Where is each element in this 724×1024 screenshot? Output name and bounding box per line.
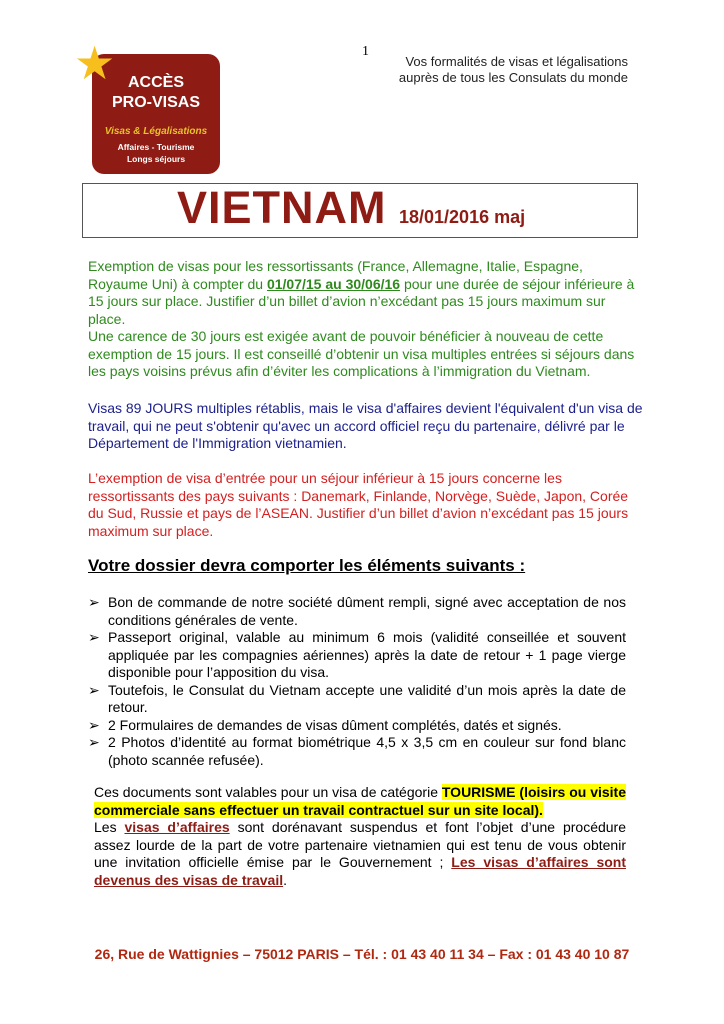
logo-line-3: Visas & Légalisations xyxy=(104,126,208,137)
exemption-paragraph-1 xyxy=(88,258,644,328)
exemption-others-paragraph: L’exemption de visa d’entrée pour un séjour inférieur à 15 jours concerne les ressortissants des pays suivants : Danemark, Finlande, Norvège, Suède, Japon, Corée du Sud, Russie et pays de l’ASEAN. Justifier d’un billet d’avion n’excédant pas 15 jours maximum sur place. xyxy=(88,470,629,539)
exemption-paragraph-2: Une carence de 30 jours est exigée avant de pouvoir bénéficier à nouveau de cette exemption de 15 jours. Il est conseillé d’obtenir un visa multiples entrées si séjours dans les pays voisins prévus afin d’éviter les complications à l’immigration du Vietnam. xyxy=(88,328,635,379)
arrow-bullet-icon: ➢ xyxy=(88,716,100,733)
business-visa-link[interactable]: visas d’affaires xyxy=(124,819,230,835)
visas-89-paragraph: Visas 89 JOURS multiples rétablis, mais le visa d'affaires devient l'équivalent d'un visa de travail, qui ne peut s'obtenir qu'avec un accord officiel reçu du partenaire, délivré par le Département de l'Immigration vietnamien. xyxy=(88,400,643,451)
arrow-bullet-icon: ➢ xyxy=(88,681,100,698)
list-item xyxy=(88,717,626,735)
logo-line-4: Affaires - Tourisme xyxy=(117,142,195,152)
list-item xyxy=(88,734,626,769)
arrow-bullet-icon: ➢ xyxy=(88,594,100,610)
documents-paragraph-2 xyxy=(94,819,626,889)
logo-line-2: PRO-VISAS xyxy=(111,94,200,111)
exemption-text-b: pour une durée de séjour inférieure à 15 jours sur place. Justifier d’un billet d’avion n’excédant pas 15 jours maximum sur place. xyxy=(88,275,635,327)
logo-line-5: Longs séjours xyxy=(126,154,186,164)
dossier-list xyxy=(88,594,626,769)
documents-text-a: Ces documents sont valables pour un visa de catégorie xyxy=(94,784,442,800)
list-item-text: Toutefois, le Consulat du Vietnam accepte une validité d’un mois après la date de retour. xyxy=(108,681,626,715)
page-number: 1 xyxy=(362,44,369,59)
documents-text-b: Les xyxy=(94,819,125,835)
footer-contact: 26, Rue de Wattignies – 75012 PARIS – Tél. : 01 43 40 11 34 – Fax : 01 43 40 10 87 xyxy=(94,946,630,962)
documents-text-end: . xyxy=(283,871,287,888)
update-date: 18/01/2016 maj xyxy=(399,207,526,227)
tourism-highlight: TOURISME (loisirs ou visite commerciale sans effectuer un travail contractuel sur un site local). xyxy=(94,784,626,818)
documents-paragraph-1 xyxy=(94,784,626,819)
exemption-section xyxy=(88,258,644,381)
list-item-text: 2 Formulaires de demandes de visas dûment complétés, datés et signés. xyxy=(108,716,562,733)
list-item-text: 2 Photos d’identité au format biométrique 4,5 x 3,5 cm en couleur sur fond blanc (photo scannée refusée). xyxy=(108,734,626,768)
arrow-bullet-icon: ➢ xyxy=(88,734,100,750)
exemption-dates: 01/07/15 au 30/06/16 xyxy=(266,275,401,292)
company-logo xyxy=(74,37,220,174)
work-visa-link[interactable]: Les visas d’affaires sont devenus des visas de travail xyxy=(94,854,626,888)
tagline-line-1: Vos formalités de visas et légalisations xyxy=(405,54,628,69)
list-item xyxy=(88,594,626,629)
list-item xyxy=(88,629,626,682)
arrow-bullet-icon: ➢ xyxy=(88,629,100,645)
list-item-text: Passeport original, valable au minimum 6 mois (validité conseillée et souvent appliquée par les compagnies aériennes) après la date de retour + 1 page vierge disponible pour l’apposition du visa. xyxy=(108,629,626,680)
logo-line-1: ACCÈS xyxy=(127,74,184,91)
tagline xyxy=(388,54,628,86)
documents-section xyxy=(94,784,626,889)
list-item-text: Bon de commande de notre société dûment rempli, signé avec acceptation de nos conditions générales de vente. xyxy=(108,594,626,628)
page-title: VIETNAM xyxy=(177,182,387,233)
tagline-line-2: auprès de tous les Consulats du monde xyxy=(398,70,628,85)
exemption-text-a: Exemption de visas pour les ressortissants (France, Allemagne, Italie, Espagne, Royaume Uni) à compter du xyxy=(88,258,583,292)
dossier-heading: Votre dossier devra comporter les éléments suivants : xyxy=(88,556,526,575)
list-item xyxy=(88,682,626,717)
title-box xyxy=(82,183,638,238)
star-icon: ★ xyxy=(74,37,116,89)
documents-text-c: sont dorénavant suspendus et font l’objet d’une procédure assez lourde de la part de votre partenaire vietnamien qui est tenu de vous obtenir une invitation officielle émise par le Gouvernement ; xyxy=(94,819,626,870)
